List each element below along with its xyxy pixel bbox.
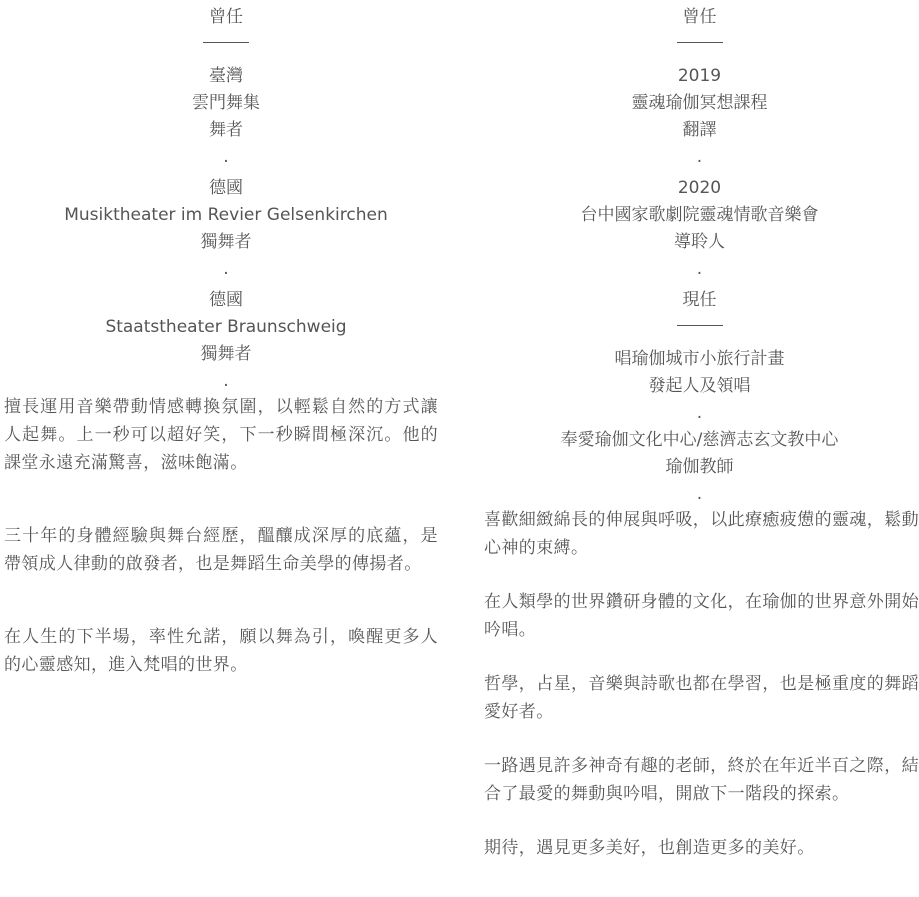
left-bio bbox=[0, 393, 452, 679]
entry-dot: . bbox=[696, 403, 703, 423]
right-current-heading: 現任 bbox=[682, 290, 717, 310]
entry-dot: . bbox=[696, 147, 703, 167]
right-current-divider bbox=[480, 314, 919, 336]
current-role: 發起人及領唱 bbox=[648, 376, 751, 396]
entry-year: 2019 bbox=[677, 66, 722, 86]
entry-role: 獨舞者 bbox=[200, 344, 252, 364]
left-column bbox=[0, 0, 452, 679]
entry-role: 獨舞者 bbox=[200, 232, 252, 252]
bio-paragraph: 在人類學的世界鑽研身體的文化，在瑜伽的世界意外開始吟唱。 bbox=[484, 592, 919, 640]
entry-country: 臺灣 bbox=[209, 66, 243, 86]
bio-paragraph: 三十年的身體經驗與舞台經歷，醞釀成深厚的底蘊，是帶領成人律動的啟發者，也是舞蹈生命美學的傳揚者。 bbox=[4, 526, 438, 574]
bio-paragraph: 擅長運用音樂帶動情感轉換氛圍，以輕鬆自然的方式讓人起舞。上一秒可以超好笑，下一秒瞬間極深沉。他的課堂永遠充滿驚喜，滋味飽滿。 bbox=[4, 397, 438, 473]
right-experience bbox=[480, 0, 919, 508]
entry-company: Staatstheater Braunschweig bbox=[105, 317, 347, 337]
entry-dot: . bbox=[223, 259, 229, 279]
entry-company: Musiktheater im Revier Gelsenkirchen bbox=[64, 205, 388, 225]
left-experience bbox=[0, 0, 452, 395]
current-role: 瑜伽教師 bbox=[665, 457, 734, 477]
entry-company: 雲門舞集 bbox=[192, 93, 260, 113]
entry-dot: . bbox=[223, 147, 229, 167]
entry-country: 德國 bbox=[209, 290, 243, 310]
entry-dot: . bbox=[223, 371, 229, 391]
entry-event: 靈魂瑜伽冥想課程 bbox=[631, 93, 768, 113]
entry-dot: . bbox=[696, 259, 703, 279]
entry-role: 翻譯 bbox=[682, 120, 717, 140]
right-bio bbox=[480, 506, 919, 862]
current-project: 唱瑜伽城市小旅行計畫 bbox=[614, 349, 785, 369]
left-heading-divider bbox=[0, 31, 452, 53]
bio-paragraph: 在人生的下半場，率性允諾，願以舞為引，喚醒更多人的心靈感知，進入梵唱的世界。 bbox=[4, 627, 438, 675]
bio-paragraph: 一路遇見許多神奇有趣的老師，終於在年近半百之際，結合了最愛的舞動與吟唱，開啟下一階段的探索。 bbox=[484, 756, 919, 804]
bio-paragraph: 喜歡細緻綿長的伸展與呼吸，以此療癒疲憊的靈魂，鬆動心神的束縛。 bbox=[484, 510, 919, 558]
right-heading: 曾任 bbox=[682, 7, 717, 27]
entry-event: 台中國家歌劇院靈魂情歌音樂會 bbox=[580, 205, 819, 225]
bio-paragraph: 哲學，占星，音樂與詩歌也都在學習，也是極重度的舞蹈愛好者。 bbox=[484, 674, 919, 722]
entry-role: 導聆人 bbox=[674, 232, 725, 252]
right-column bbox=[480, 0, 919, 862]
current-organization: 奉愛瑜伽文化中心/慈濟志玄文教中心 bbox=[560, 430, 839, 450]
entry-role: 舞者 bbox=[209, 120, 243, 140]
right-heading-divider bbox=[480, 31, 919, 53]
entry-country: 德國 bbox=[209, 178, 243, 198]
bio-paragraph: 期待，遇見更多美好，也創造更多的美好。 bbox=[484, 838, 815, 858]
entry-year: 2020 bbox=[677, 178, 722, 198]
entry-dot: . bbox=[696, 484, 703, 504]
left-heading: 曾任 bbox=[209, 7, 243, 27]
